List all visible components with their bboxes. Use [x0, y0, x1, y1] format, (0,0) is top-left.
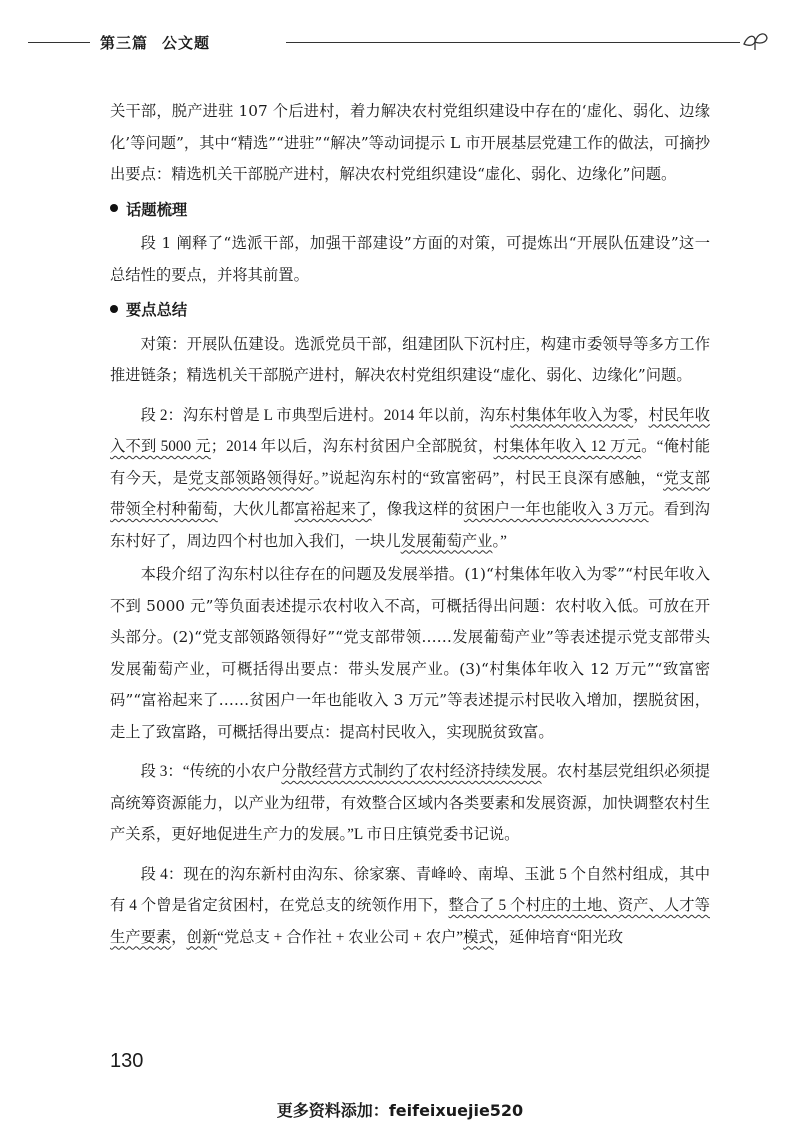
footer-note [0, 1098, 800, 1121]
sprout-icon [740, 24, 770, 54]
text-run: 段 4：现在的沟东新村由沟东、徐家寨、青峰岭、南埠、玉泚 5 个自然村组成，其中有 4 个曾是省定贫困村，在党总支的统领作用下， [110, 865, 710, 914]
text-run: ；2014 年以后，沟东村贫困户全部脱贫， [210, 438, 494, 455]
page-number: 130 [110, 1050, 144, 1072]
section-heading-summary [110, 295, 710, 327]
text-run: 。” [492, 532, 507, 550]
header-chapter: 公文题 [162, 34, 211, 52]
footer-contact: feifeixuejie520 [388, 1101, 524, 1120]
wavy-highlight: 村民年收入不到 5000 元 [110, 406, 710, 455]
wavy-highlight: 整合了 5 个村庄的土地、资产、人才等生产要素 [110, 897, 710, 946]
running-header [28, 30, 740, 54]
paragraph-section-4 [110, 859, 710, 954]
paragraph-continuation: 关干部，脱产进驻 107 个后进村，着力解决农村党组织建设中存在的‘虚化、弱化、边缘化’等问题”，其中“精选”“进驻”“解决”等动词提示 L 市开展基层党建工作的做法，可摘抄出要点：精选机关干部脱产进村，解决农村党组织建设“虚化、弱化、边缘化”问题。 [110, 102, 710, 183]
text-run: 。看到沟东村好了，周边四个村也加入我们，一块儿 [110, 501, 710, 550]
header-rule-right [286, 42, 740, 43]
paragraph-topic: 段 1 阐释了“选派干部，加强干部建设”方面的对策，可提炼出“开展队伍建设”这一总结性的要点，并将其前置。 [110, 234, 710, 284]
text-run: 。农村基层党组织必须提高统筹资源能力，以产业为纽带，有效整合区域内各类要素和发展资源，加快调整农村生产关系，更好地促进生产力的发展。”L 市日庄镇党委书记说。 [110, 763, 710, 843]
text-run: ， [171, 928, 187, 946]
wavy-highlight: 党支部带领全村种葡萄 [110, 469, 710, 518]
text-run: ，延伸培育“阳光玫 [493, 928, 623, 946]
text-run: ，像我这样的 [371, 501, 464, 518]
paragraph-section-2 [110, 400, 710, 558]
bullet-icon [110, 204, 118, 212]
paragraph-summary: 对策：开展队伍建设。选派党员干部，组建团队下沉村庄，构建市委领导等多方工作推进链条；精选机关干部脱产进村，解决农村党组织建设“虚化、弱化、边缘化”问题。 [110, 334, 710, 384]
text-run: 。“俺村能有今天，是 [110, 438, 711, 487]
wavy-highlight: 发展葡萄产业 [400, 532, 493, 550]
page-body [110, 96, 710, 953]
text-run: ， [633, 406, 649, 424]
wavy-highlight: 村集体年收入 12 万元 [493, 438, 642, 455]
paragraph-analysis-2: 本段介绍了沟东村以往存在的问题及发展举措。(1)“村集体年收入为零”“村民年收入不到 5000 元”等负面表述提示农村收入不高，可概括得出问题：农村收入低。可放在开头部分。(2)“党支部领路领得好”“党支部带领……发展葡萄产业”等表述提示党支部带头发展葡萄产业，可概括得出要点：带头发展产业。(3)“村集体年收入 12 万元”“致富密码”“富裕起来了……贫困户一年也能收入 3 万元”等表述提示村民收入增加，摆脱贫困，走上了致富路，可概括得出要点：提高村民收入，实现脱贫致富。 [110, 565, 710, 741]
header-title [100, 32, 210, 53]
wavy-highlight: 分散经营方式制约了农村经济持续发展 [281, 763, 542, 780]
header-part: 第三篇 [100, 34, 149, 52]
text-run: 。”说起沟东村的“致富密码”，村民王良深有感触，“ [313, 469, 663, 487]
bullet-icon [110, 305, 118, 313]
section-heading-topic [110, 195, 710, 227]
wavy-highlight: 贫困户一年也能收入 3 万元 [463, 501, 649, 518]
section-heading-summary-text: 要点总结 [126, 301, 188, 319]
footer-label: 更多资料添加： [276, 1101, 389, 1120]
text-run: 段 3：“传统的小农户 [140, 763, 282, 780]
wavy-highlight: 富裕起来了 [294, 501, 372, 518]
wavy-highlight: 村集体年收入为零 [510, 406, 634, 424]
text-run: “党总支 + 合作社 + 农业公司 + 农户” [217, 928, 464, 946]
wavy-highlight: 创新 [186, 928, 218, 946]
wavy-highlight: 模式 [463, 928, 494, 946]
section-heading-topic-text: 话题梳理 [126, 200, 188, 219]
text-run: ，大伙儿都 [217, 501, 295, 518]
text-run: 段 2：沟东村曾是 L 市典型后进村。2014 年以前，沟东 [140, 406, 511, 424]
wavy-highlight: 党支部领路领得好 [188, 469, 314, 487]
paragraph-section-3 [110, 756, 710, 851]
header-rule-left [28, 42, 90, 43]
